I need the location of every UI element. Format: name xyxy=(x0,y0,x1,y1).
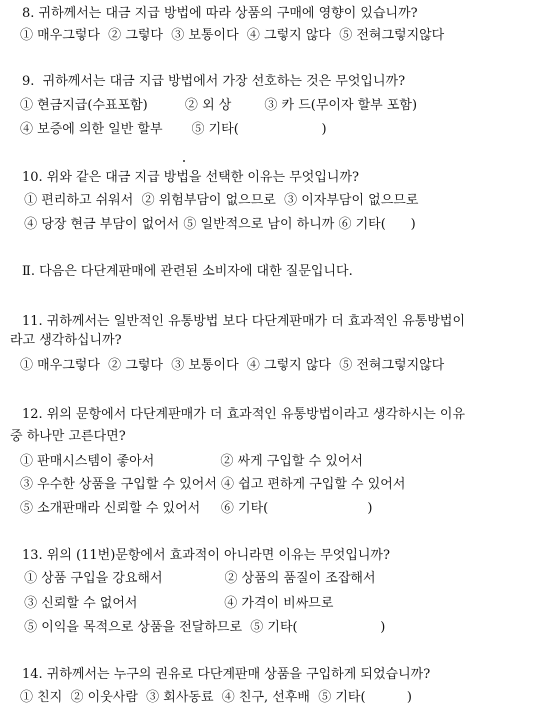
q8-question: 8. 귀하께서는 대금 지급 방법에 따라 상품의 구매에 영향이 있습니까? xyxy=(22,6,418,21)
q13-options-row1: ① 상품 구입을 강요해서 ② 상품의 품질이 조잡해서 xyxy=(20,571,376,586)
q13-options-row3: ⑤ 이익을 목적으로 상품을 전달하므로 ⑤ 기타( ) xyxy=(20,620,386,635)
q10-options-row2: ④ 당장 현금 부담이 없어서 ⑤ 일반적으로 남이 하니까 ⑥ 기타( ) xyxy=(20,217,416,232)
q14-question: 14. 귀하께서는 누구의 권유로 다단계판매 상품을 구입하게 되었습니까? xyxy=(22,667,431,682)
q11-question-line1: 11. 귀하께서는 일반적인 유통방법 보다 다단계판매가 더 효과적인 유통방법이 xyxy=(22,314,466,329)
q12-question-line2: 중 하나만 고른다면? xyxy=(10,429,126,444)
q12-options-row1: ① 판매시스템이 좋아서 ② 싸게 구입할 수 있어서 xyxy=(20,454,363,469)
q13-options-row2: ③ 신뢰할 수 없어서 ④ 가격이 비싸므로 xyxy=(20,596,334,611)
q9-question: 9. 귀하께서는 대금 지급 방법에서 가장 선호하는 것은 무엇입니까? xyxy=(22,74,406,89)
q13-question: 13. 위의 (11번)문항에서 효과적이 아니라면 이유는 무엇입니까? xyxy=(22,548,390,563)
q9-options-row1: ① 현금지급(수표포함) ② 외 상 ③ 카 드(무이자 할부 포함) xyxy=(20,98,418,113)
q11-options: ① 매우그렇다 ② 그렇다 ③ 보통이다 ④ 그렇지 않다 ⑤ 전혀그렇지않다 xyxy=(20,358,445,373)
q10-question: 10. 위와 같은 대금 지급 방법을 선택한 이유는 무엇입니까? xyxy=(22,170,359,185)
q14-options: ① 친지 ② 이웃사람 ③ 회사동료 ④ 친구, 선후배 ⑤ 기타( ) xyxy=(20,690,412,705)
section-2-heading: Ⅱ. 다음은 다단계판매에 관련된 소비자에 대한 질문입니다. xyxy=(22,264,353,279)
q11-question-line2: 라고 생각하십니까? xyxy=(10,333,122,348)
q10-options-row1: ① 편리하고 쉬워서 ② 위험부담이 없으므로 ③ 이자부담이 없으므로 xyxy=(20,193,419,208)
q12-question-line1: 12. 위의 문항에서 다단계판매가 더 효과적인 유통방법이라고 생각하시는 이유 xyxy=(22,407,466,422)
q12-options-row3: ⑤ 소개판매라 신뢰할 수 있어서 ⑥ 기타( ) xyxy=(20,501,373,516)
q9-options-row2: ④ 보증에 의한 일반 할부 ⑤ 기타( ) xyxy=(20,122,327,137)
q8-options: ① 매우그렇다 ② 그렇다 ③ 보통이다 ④ 그렇지 않다 ⑤ 전혀그렇지않다 xyxy=(20,28,445,43)
q12-options-row2: ③ 우수한 상품을 구입할 수 있어서 ④ 쉽고 편하게 구입할 수 있어서 xyxy=(20,477,406,492)
stray-dot xyxy=(183,160,185,162)
